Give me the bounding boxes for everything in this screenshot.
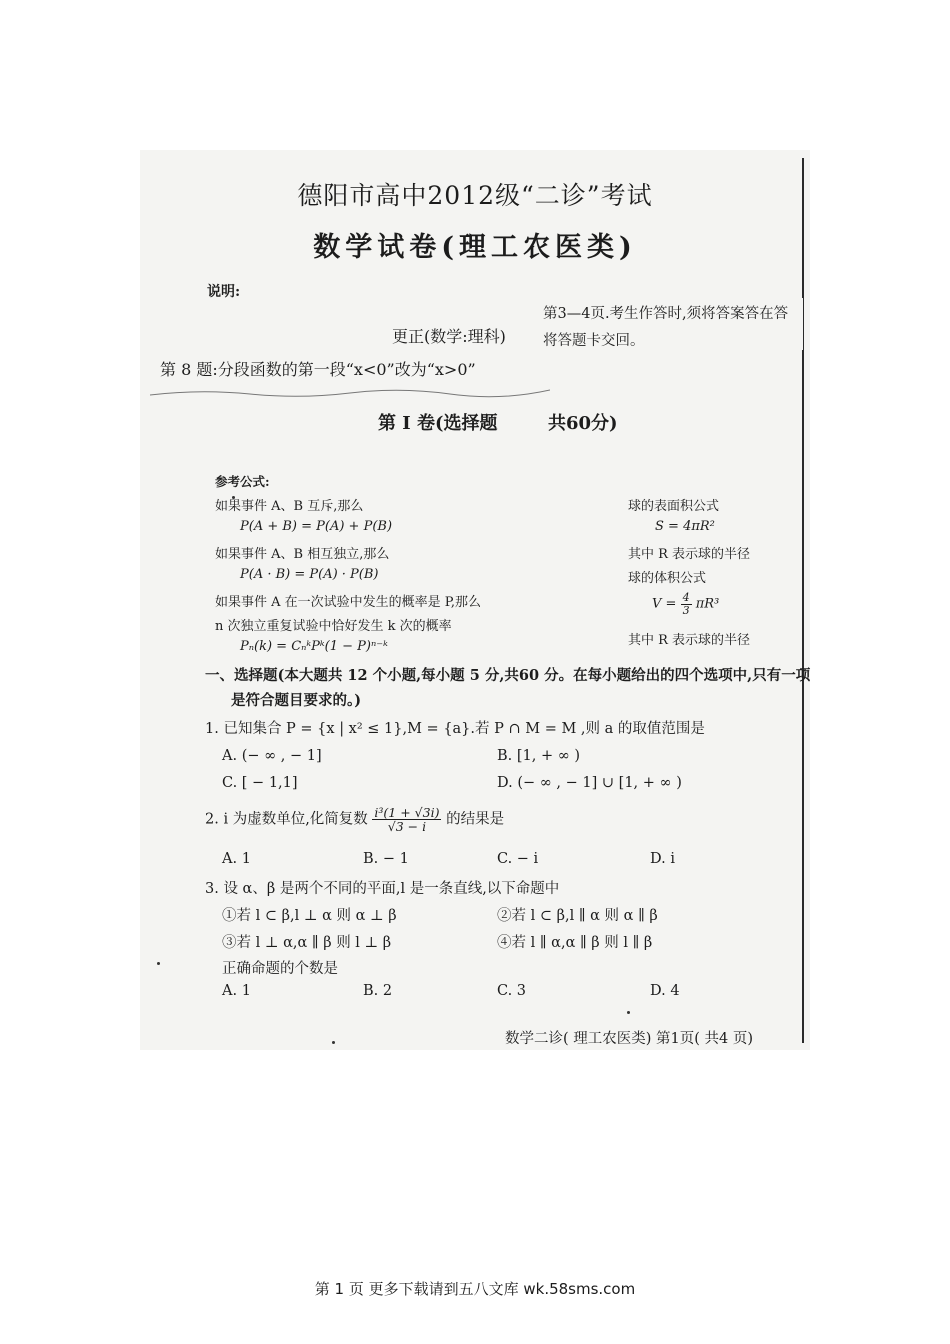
q1-stem: 1. 已知集合 P = {x | x² ≤ 1},M = {a}.若 P ∩ M = M ,则 a 的取值范围是 <box>205 721 705 737</box>
sphere-surface-label: 球的表面积公式 <box>628 499 720 514</box>
notes-label: 说明: <box>207 284 241 300</box>
q2-option-a: A. 1 <box>222 851 251 867</box>
part1-heading-2: 是符合题目要求的。) <box>231 692 362 709</box>
q1-option-b: B. [1, + ∞ ) <box>497 748 581 764</box>
q3-question: 正确命题的个数是 <box>222 961 338 977</box>
section-title: 第 I 卷(选择题 <box>378 413 498 434</box>
formula-left-5: 如果事件 A 在一次试验中发生的概率是 P,那么 <box>215 595 482 610</box>
formula-left-4: P(A · B) = P(A) · P(B) <box>240 567 379 582</box>
q1-option-d: D. (− ∞ , − 1] ∪ [1, + ∞ ) <box>497 775 682 791</box>
sphere-volume-note: 其中 R 表示球的半径 <box>628 633 751 648</box>
q3-stem: 3. 设 α、β 是两个不同的平面,l 是一条直线,以下命题中 <box>205 881 560 897</box>
q2-option-c: C. − i <box>497 851 539 867</box>
notes-fragment-2: 将答题卡交回。 <box>543 333 645 349</box>
q2-option-d: D. i <box>650 851 675 867</box>
sphere-surface-note: 其中 R 表示球的半径 <box>628 547 751 562</box>
formula-left-6: n 次独立重复试验中恰好发生 k 次的概率 <box>215 619 452 634</box>
q3-proposition-1: ①若 l ⊂ β,l ⊥ α 则 α ⊥ β <box>222 908 397 924</box>
sphere-volume-label: 球的体积公式 <box>628 571 707 586</box>
formula-left-2: P(A + B) = P(A) + P(B) <box>240 519 393 534</box>
formulas-label: 参考公式: <box>215 474 270 489</box>
q3-option-b: B. 2 <box>363 983 393 999</box>
q3-option-c: C. 3 <box>497 983 527 999</box>
document-footer: 第 1 页 更多下载请到五八文库 wk.58sms.com <box>314 1280 636 1298</box>
q2-option-b: B. − 1 <box>363 851 409 867</box>
exam-subtitle: 数学试卷(理工农医类) <box>313 232 637 263</box>
scan-speck <box>232 496 235 499</box>
q3-option-d: D. 4 <box>650 983 680 999</box>
formula-left-3: 如果事件 A、B 相互独立,那么 <box>215 547 390 562</box>
q1-option-c: C. [ − 1,1] <box>222 775 298 791</box>
formula-left-7: Pₙ(k) = CₙᵏPᵏ(1 − P)ⁿ⁻ᵏ <box>240 639 388 654</box>
page-edge-line <box>802 158 804 1043</box>
q3-proposition-3: ③若 l ⊥ α,α ∥ β 则 l ⊥ β <box>222 935 392 951</box>
wavy-underline <box>150 387 550 399</box>
section-points: 共60分) <box>548 413 618 434</box>
part1-heading-1: 一、选择题(本大题共 12 个小题,每小题 5 分,共60 分。在每小题给出的四个选项中,只有一项 <box>205 667 811 684</box>
sphere-surface-formula: S = 4πR² <box>655 519 715 534</box>
q2-stem: 2. i 为虚数单位,化简复数 $\frac{\text{i³(1 + √3i)}}{√3 - i}$ 的结果是 <box>205 805 505 835</box>
sphere-volume-formula: V = $\frac{4}{3}$ πR³ <box>652 591 720 617</box>
q1-option-a: A. (− ∞ , − 1] <box>222 748 322 764</box>
scan-speck <box>627 1011 630 1014</box>
exam-title: 德阳市高中2012级“二诊”考试 <box>297 181 653 210</box>
correction-text: 第 8 题:分段函数的第一段“x<0”改为“x>0” <box>160 360 476 379</box>
q3-proposition-2: ②若 l ⊂ β,l ∥ α 则 α ∥ β <box>497 908 658 924</box>
scan-speck <box>157 962 160 965</box>
q3-proposition-4: ④若 l ∥ α,α ∥ β 则 l ∥ β <box>497 935 653 951</box>
exam-page-number: 数学二诊( 理工农医类) 第1页( 共4 页) <box>505 1031 754 1047</box>
formula-left-1: 如果事件 A、B 互斥,那么 <box>215 499 364 514</box>
q3-option-a: A. 1 <box>222 983 251 999</box>
scan-speck <box>332 1041 335 1044</box>
notes-fragment-1: 第3—4页.考生作答时,须将答案答在答 <box>543 306 789 322</box>
correction-title: 更正(数学:理科) <box>392 327 506 346</box>
